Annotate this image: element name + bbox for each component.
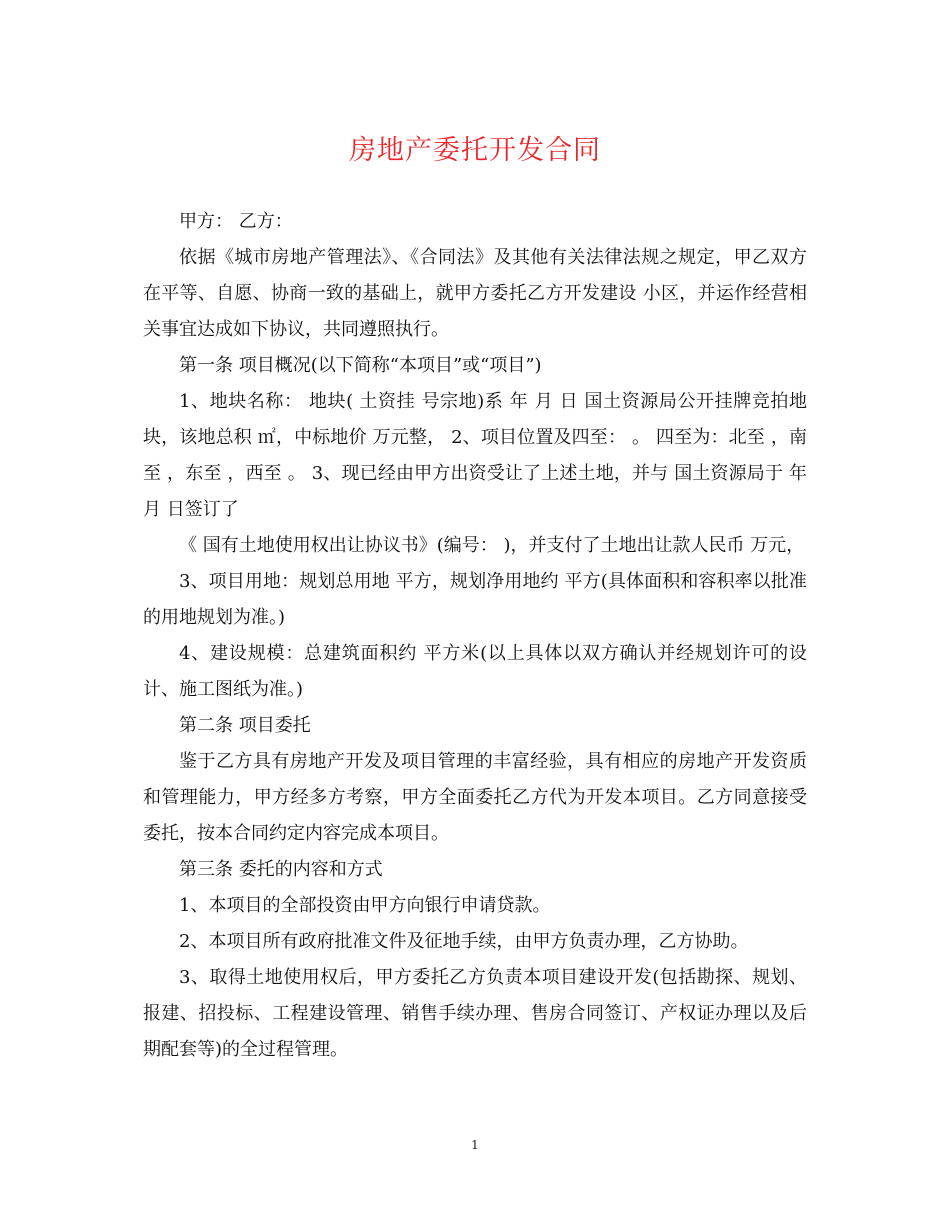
article-3-item-1: 1、本项目的全部投资由甲方向银行申请贷款。 xyxy=(179,895,551,916)
article-1-item-3: 3、项目用地：规划总用地 平方，规划净用地约 平方(具体面积和容积率以批准的用地规划为准。) xyxy=(143,571,807,628)
page-number: 1 xyxy=(471,1138,479,1152)
document-body xyxy=(143,204,807,1068)
article-1-item-1: 1、地块名称： 地块( 土资挂 号宗地)系 年 月 日 国土资源局公开挂牌竞拍地块，该地总积 ㎡，中标地价 万元整， 2、项目位置及四至： 。 四至为：北至 ，南至 ，东至 ，西至 。 3、现已经由甲方出资受让了上述土地，并与 国土资源局于 年 月 日签订了 xyxy=(143,391,807,520)
parties-line: 甲方： 乙方： xyxy=(179,211,293,232)
preamble-paragraph: 依据《城市房地产管理法》、《合同法》及其他有关法律法规之规定，甲乙双方在平等、自愿、协商一致的基础上，就甲方委托乙方开发建设 小区，并运作经营相关事宜达成如下协议，共同遵照执行。 xyxy=(143,247,807,340)
article-3-heading: 第三条 委托的内容和方式 xyxy=(179,859,383,880)
document-title: 房地产委托开发合同 xyxy=(349,135,601,166)
article-1-item-4: 4、建设规模：总建筑面积约 平方米(以上具体以双方确认并经规划许可的设计、施工图纸为准。) xyxy=(143,643,807,700)
article-2-paragraph: 鉴于乙方具有房地产开发及项目管理的丰富经验，具有相应的房地产开发资质和管理能力，甲方经多方考察，甲方全面委托乙方代为开发本项目。乙方同意接受委托，按本合同约定内容完成本项目。 xyxy=(143,751,807,844)
article-3-item-3: 3、取得土地使用权后，甲方委托乙方负责本项目建设开发(包括勘探、规划、报建、招投标、工程建设管理、销售手续办理、售房合同签订、产权证办理以及后期配套等)的全过程管理。 xyxy=(143,967,807,1060)
article-1-item-agreement: 《 国有土地使用权出让协议书》(编号： )，并支付了土地出让款人民币 万元， xyxy=(179,535,805,556)
article-3-item-2: 2、本项目所有政府批准文件及征地手续，由甲方负责办理，乙方协助。 xyxy=(179,931,749,952)
article-2-heading: 第二条 项目委托 xyxy=(179,715,311,736)
article-1-heading: 第一条 项目概况(以下简称“本项目”或“项目”) xyxy=(179,355,542,376)
